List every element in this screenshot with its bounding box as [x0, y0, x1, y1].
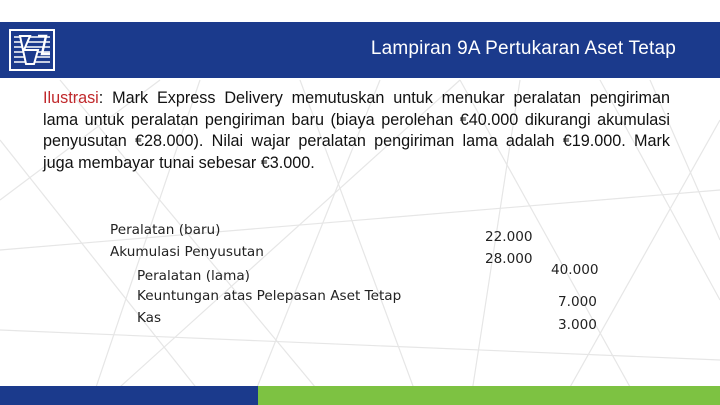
footer-bar-blue: [0, 386, 258, 405]
debit-equipment-new: 22.000: [485, 229, 533, 245]
account-accumulated-depreciation: Akumulasi Penyusutan: [110, 244, 264, 260]
account-gain-on-disposal: Keuntungan atas Pelepasan Aset Tetap: [137, 288, 402, 304]
page-title: Lampiran 9A Pertukaran Aset Tetap: [370, 38, 676, 59]
illustration-text: : Mark Express Delivery memutuskan untuk menukar peralatan pengiriman lama untuk peralatan pengiriman baru (biaya perolehan €40.000 dikurangi akumulasi penyusutan €28.000). Nilai wajar peralatan pengiriman lama adalah €19.000. Mark juga membayar tunai sebesar €3.000.: [43, 89, 670, 172]
credit-gain-on-disposal: 7.000: [558, 294, 597, 310]
company-logo-icon: [8, 28, 56, 72]
illustration-paragraph: [43, 88, 670, 174]
account-equipment-new: Peralatan (baru): [110, 222, 221, 238]
footer-bar-green: [258, 386, 720, 405]
account-equipment-old: Peralatan (lama): [137, 268, 250, 284]
illustration-label: Ilustrasi: [43, 89, 99, 107]
debit-accumulated-depreciation: 28.000: [485, 251, 533, 267]
credit-cash: 3.000: [558, 317, 597, 333]
header-bar: [0, 22, 720, 78]
credit-equipment-old: 40.000: [551, 262, 599, 278]
account-cash: Kas: [137, 310, 162, 326]
